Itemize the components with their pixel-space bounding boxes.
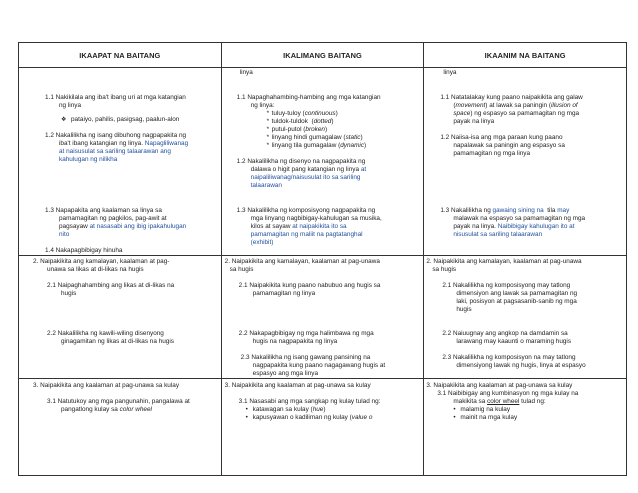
g6-objective-2: 2. Naipakikita ang kamalayan, kaalaman at pag-unawa: [426, 258, 582, 265]
g6-item-2-2: 2.2 Naiuugnay ang angkop na damdamin sa: [442, 330, 568, 337]
g6-item-2-1: 2.1 Nakalilikha ng komposisyong may tatlong: [442, 282, 571, 289]
g6-item-1-2: 1.2 Naiisa-isa ang mga paraan kung paano: [440, 134, 563, 141]
row-kulay: [19, 379, 627, 476]
g4-item-1-4: 1.4 Nakapagbibigay hinuha: [45, 247, 123, 254]
header-grade-6: IKAANIM NA BAITANG: [424, 43, 627, 68]
curriculum-table: [18, 42, 627, 476]
g5-item-3-1: 3.1 Nasasabi ang mga sangkap ng kulay tulad ng:: [238, 398, 381, 405]
g5-item-2-1: 2.1 Naipakikita kung paano nabubuo ang hugis sa: [238, 282, 381, 289]
header-grade-5: IKALIMANG BAITANG: [221, 43, 424, 68]
row2-col3: 2. Naipakikita ang kamalayan, kaalaman at pag-unawa sa hugis 2.1 Nakalilikha ng komposisyong may tatlong dimensiyon ang lawak sa pamamagitan ng laki, posisyon at pagsasanib-sanib ng mga hugis 2.2 Naiuugnay ang angkop na damdamin sa larawang may kaaunti o maraming hugis 2.3 Nakalilikha ng komposisyon na may tatlong dimensiyong lawak ng hugis, linya at espasyo: [424, 256, 627, 379]
row3-col2: [221, 379, 424, 476]
g5-color-property-1: • katawagan sa kulay (hue): [253, 406, 326, 414]
g5-line-type-4: * linyang hindi gumagalaw (static): [272, 134, 363, 142]
g4-item-1-3: 1.3 Napapakita ang kaalaman sa linya sa: [45, 207, 162, 214]
g4-objective-2: 2. Naipakikita ang kamalayan, kaalaman at pag-: [33, 258, 170, 265]
g5-color-property-2: • kapusyawan o kadiliman ng kulay (value o: [253, 414, 373, 422]
row1-col2: linya 1.1 Napaghahambing-hambing ang mga katangian ng linya: * tuluy-tuloy (continuous) * tuldok-tuldok (dotted) * putul-putol (broken) * linyang hindi gumagalaw (static) * linyang tila gumagalaw (dynamic) 1.2 Nakalilikha ng disenyo na nagpapakita ng dalawa o higit pang katangian ng linya at naipaliliwanag/naisusulat ito sa sariling talaarawan 1.3 Nakalilikha ng komposisyong nagpapakita ng mga linyang nagbibigay-kahulugan sa musika, kilos at sayaw at naipakikita ito sa pamamagitan ng maliit na pagtatanghal (exhibit): [221, 68, 424, 256]
g5-item-2-3: 2.3 Nakalilikha ng isang gawang pansining na: [240, 354, 371, 361]
row1-col1: 1.1 Nakikilala ang iba't ibang uri at mga katangian ng linya ❖ pataiyo, pahilis, pasigsag, paalun-alon 1.2 Nakalilikha ng isang dibuhong nagpapakita ng iba't ibang katangian ng linya. Napagliliwanag at naisusulat sa sariling talaarawan ang kahulugan ng nilikha 1.3 Napapakita ang kaalaman sa linya sa pamamagitan ng pagkilos, pag-awit at pagsayaw at nasasabi ang ibig ipakahulugan nito 1.4 Nakapagbibigay hinuha: [19, 68, 222, 256]
header-grade-4: IKAAPAT NA BAITANG: [19, 43, 222, 68]
row2-col2: 2. Naipakikita ang kamalayan, kaalaman at pag-unawa sa hugis 2.1 Naipakikita kung paano nabubuo ang hugis sa pamamagitan ng linya 2.2 Nakapagbibigay ng mga halimbawa ng mga hugis na nagpapakita ng linya 2.3 Nakalilikha ng isang gawang pansining na nagpapakita kung paano nagagawang hugis at espasyo ang mga linya: [221, 256, 424, 379]
g4-item-1-1-sub: ❖ pataiyo, pahilis, pasigsag, paalun-alon: [71, 116, 179, 124]
g4-item-1-2: 1.2 Nakalilikha ng isang dibuhong nagpapakita ng: [45, 132, 187, 139]
g5-line-type-2: * tuldok-tuldok (dotted): [272, 118, 334, 126]
g5-item-2-2: 2.2 Nakapagbibigay ng mga halimbawa ng mga: [238, 330, 374, 337]
g5-objective-3: 3. Naipakikita ang kaalaman at pag-unawa sa kulay: [224, 382, 371, 389]
row3-col3: 3. Naipakikita ang kaalaman at pag-unawa sa kulay 3.1 Naibibigay ang kumbinasyon ng mga kulay na makikita sa color wheel tulad ng: • malamig na kulay • mainit na mga kulay: [424, 379, 627, 476]
g6-objective-3: 3. Naipakikita ang kaalaman at pag-unawa sa kulay: [426, 382, 573, 389]
g5-line-type-3: * putul-putol (broken): [272, 126, 327, 134]
g5-item-1-2: 1.2 Nakalilikha ng disenyo na nagpapakita ng: [236, 158, 366, 165]
g4-objective-3: 3. Naipakikita ang kaalaman at pag-unawa sa kulay: [33, 382, 180, 389]
g4-item-3-1: 3.1 Natutukoy ang mga pangunahin, pangalawa at: [47, 398, 190, 405]
g5-line-type-1: * tuluy-tuloy (continuous): [272, 110, 338, 118]
row-linya: [19, 68, 627, 256]
g6-item-3-1: 3.1 Naibibigay ang kumbinasyon ng mga kulay na: [437, 390, 579, 397]
g4-item-1-1: 1.1 Nakikilala ang iba't ibang uri at mga katangian: [45, 94, 186, 101]
g4-item-2-1: 2.1 Naipaghahambing ang likas at di-likas na: [47, 282, 175, 289]
g6-color-combo-2: • mainit na mga kulay: [460, 414, 517, 422]
g5-objective-2: 2. Naipakikita ang kamalayan, kaalaman at pag-unawa: [224, 258, 380, 265]
g6-color-combo-1: • malamig na kulay: [460, 406, 510, 414]
g5-item-1-1: 1.1 Napaghahambing-hambing ang mga katangian: [236, 94, 381, 101]
row1-col3: linya 1.1 Natatalakay kung paano naipakikita ang galaw (movement) at lawak sa paningin (illusion of space) ng espasyo sa pamamagitan ng mga payak na linya 1.2 Naiisa-isa ang mga paraan kung paano napalawak sa paningin ang espasyo sa pamamagitan ng mga linya 1.3 Nakalilikha ng gawaing sining na tila may malawak na espasyo sa pamamagitan ng mga payak na linya. Naibibigay kahulugan ito at nisusulat sa sariling talaarawan: [424, 68, 627, 256]
header-row: [19, 43, 627, 68]
row-hugis: [19, 256, 627, 379]
g6-item-2-3: 2.3 Nakalilikha ng komposisyon na may tatlong: [442, 354, 576, 361]
g4-item-2-2: 2.2 Nakalilikha ng kawili-wiling disenyong: [47, 330, 164, 337]
g5-item-1-3: 1.3 Nakalilikha ng komposisyong nagpapakita ng: [236, 207, 376, 214]
row3-col1: 3. Naipakikita ang kaalaman at pag-unawa sa kulay 3.1 Natutukoy ang mga pangunahin, pangalawa at pangatlong kulay sa color wheel: [19, 379, 222, 476]
row2-col1: 2. Naipakikita ang kamalayan, kaalaman at pag- unawa sa likas at di-likas na hugis 2.1 Naipaghahambing ang likas at di-likas na hugis 2.2 Nakalilikha ng kawili-wiling disenyong ginagamitan ng likas at di-likas na hugis: [19, 256, 222, 379]
g5-line-type-5: * linyang tila gumagalaw (dynamic): [272, 142, 367, 150]
g6-item-1-1: 1.1 Natatalakay kung paano naipakikita ang galaw: [440, 94, 583, 101]
g6-item-1-3: 1.3 Nakalilikha ng gawaing sining na tila may: [440, 207, 570, 214]
